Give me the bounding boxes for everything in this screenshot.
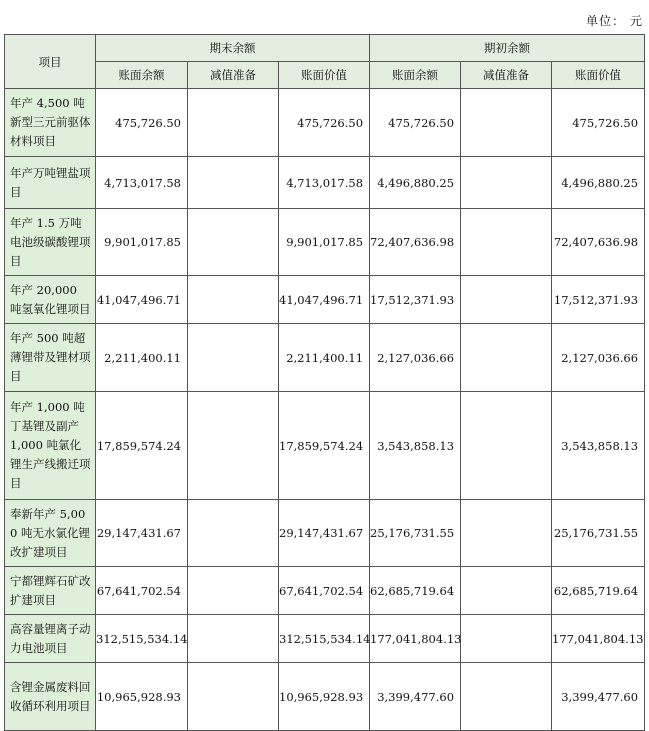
end-balance-cell: 312,515,534.14 [96, 615, 188, 663]
begin-balance-cell: 62,685,719.64 [370, 567, 461, 615]
begin-book-value-cell: 25,176,731.55 [552, 500, 645, 567]
begin-book-value-cell: 3,399,477.60 [552, 663, 645, 731]
end-impairment-cell [188, 89, 279, 157]
table-row [5, 89, 645, 157]
table-row [5, 663, 645, 731]
table-row [5, 500, 645, 567]
end-book-value-cell: 2,211,400.11 [279, 324, 370, 392]
table-row [5, 324, 645, 392]
end-impairment-cell [188, 663, 279, 731]
end-impairment-cell [188, 157, 279, 209]
header-begin-book-value: 账面价值 [552, 62, 645, 89]
begin-book-value-cell: 2,127,036.66 [552, 324, 645, 392]
end-book-value-cell: 10,965,928.93 [279, 663, 370, 731]
project-name: 高容量锂离子动力电池项目 [5, 615, 96, 663]
end-book-value-cell: 9,901,017.85 [279, 209, 370, 276]
end-balance-cell: 2,211,400.11 [96, 324, 188, 392]
end-impairment-cell [188, 392, 279, 500]
header-period-end: 期末余额 [96, 35, 370, 62]
project-name: 含锂金属废料回收循环利用项目 [5, 663, 96, 731]
header-item: 项目 [5, 35, 96, 89]
table-row [5, 392, 645, 500]
end-balance-cell: 29,147,431.67 [96, 500, 188, 567]
begin-book-value-cell: 72,407,636.98 [552, 209, 645, 276]
project-name: 年产 1,000 吨丁基锂及副产 1,000 吨氯化锂生产线搬迁项目 [5, 392, 96, 500]
begin-book-value-cell: 62,685,719.64 [552, 567, 645, 615]
begin-impairment-cell [461, 663, 552, 731]
project-name: 年产 20,000 吨氢氧化锂项目 [5, 276, 96, 324]
begin-impairment-cell [461, 392, 552, 500]
end-impairment-cell [188, 276, 279, 324]
begin-balance-cell: 17,512,371.93 [370, 276, 461, 324]
end-book-value-cell: 4,713,017.58 [279, 157, 370, 209]
end-balance-cell: 9,901,017.85 [96, 209, 188, 276]
begin-balance-cell: 3,399,477.60 [370, 663, 461, 731]
end-impairment-cell [188, 500, 279, 567]
begin-book-value-cell: 475,726.50 [552, 89, 645, 157]
begin-impairment-cell [461, 500, 552, 567]
header-end-impairment: 减值准备 [188, 62, 279, 89]
table-row [5, 615, 645, 663]
end-book-value-cell: 17,859,574.24 [279, 392, 370, 500]
end-book-value-cell: 312,515,534.14 [279, 615, 370, 663]
begin-impairment-cell [461, 157, 552, 209]
begin-impairment-cell [461, 276, 552, 324]
end-balance-cell: 475,726.50 [96, 89, 188, 157]
construction-in-progress-table [4, 34, 645, 731]
end-balance-cell: 10,965,928.93 [96, 663, 188, 731]
begin-impairment-cell [461, 209, 552, 276]
begin-balance-cell: 475,726.50 [370, 89, 461, 157]
end-impairment-cell [188, 567, 279, 615]
project-name: 年产 1.5 万吨电池级碳酸锂项目 [5, 209, 96, 276]
end-book-value-cell: 475,726.50 [279, 89, 370, 157]
end-book-value-cell: 29,147,431.67 [279, 500, 370, 567]
end-book-value-cell: 41,047,496.71 [279, 276, 370, 324]
header-begin-balance: 账面余额 [370, 62, 461, 89]
project-name: 奉新年产 5,000 吨无水氯化锂改扩建项目 [5, 500, 96, 567]
header-period-begin: 期初余额 [370, 35, 645, 62]
project-name: 年产 4,500 吨新型三元前驱体材料项目 [5, 89, 96, 157]
begin-balance-cell: 25,176,731.55 [370, 500, 461, 567]
header-end-book-value: 账面价值 [279, 62, 370, 89]
begin-balance-cell: 4,496,880.25 [370, 157, 461, 209]
table-row [5, 209, 645, 276]
end-impairment-cell [188, 209, 279, 276]
table-row [5, 276, 645, 324]
begin-balance-cell: 2,127,036.66 [370, 324, 461, 392]
end-balance-cell: 17,859,574.24 [96, 392, 188, 500]
end-balance-cell: 4,713,017.58 [96, 157, 188, 209]
unit-label: 单位： 元 [586, 14, 643, 28]
begin-book-value-cell: 177,041,804.13 [552, 615, 645, 663]
begin-book-value-cell: 3,543,858.13 [552, 392, 645, 500]
header-end-balance: 账面余额 [96, 62, 188, 89]
begin-balance-cell: 72,407,636.98 [370, 209, 461, 276]
begin-impairment-cell [461, 324, 552, 392]
end-impairment-cell [188, 615, 279, 663]
end-balance-cell: 41,047,496.71 [96, 276, 188, 324]
project-name: 年产万吨锂盐项目 [5, 157, 96, 209]
begin-book-value-cell: 4,496,880.25 [552, 157, 645, 209]
end-impairment-cell [188, 324, 279, 392]
table-row [5, 157, 645, 209]
table-row [5, 567, 645, 615]
begin-impairment-cell [461, 89, 552, 157]
begin-impairment-cell [461, 615, 552, 663]
begin-impairment-cell [461, 567, 552, 615]
end-balance-cell: 67,641,702.54 [96, 567, 188, 615]
begin-book-value-cell: 17,512,371.93 [552, 276, 645, 324]
project-name: 宁都锂辉石矿改扩建项目 [5, 567, 96, 615]
begin-balance-cell: 3,543,858.13 [370, 392, 461, 500]
begin-balance-cell: 177,041,804.13 [370, 615, 461, 663]
project-name: 年产 500 吨超薄锂带及锂材项目 [5, 324, 96, 392]
header-begin-impairment: 减值准备 [461, 62, 552, 89]
end-book-value-cell: 67,641,702.54 [279, 567, 370, 615]
